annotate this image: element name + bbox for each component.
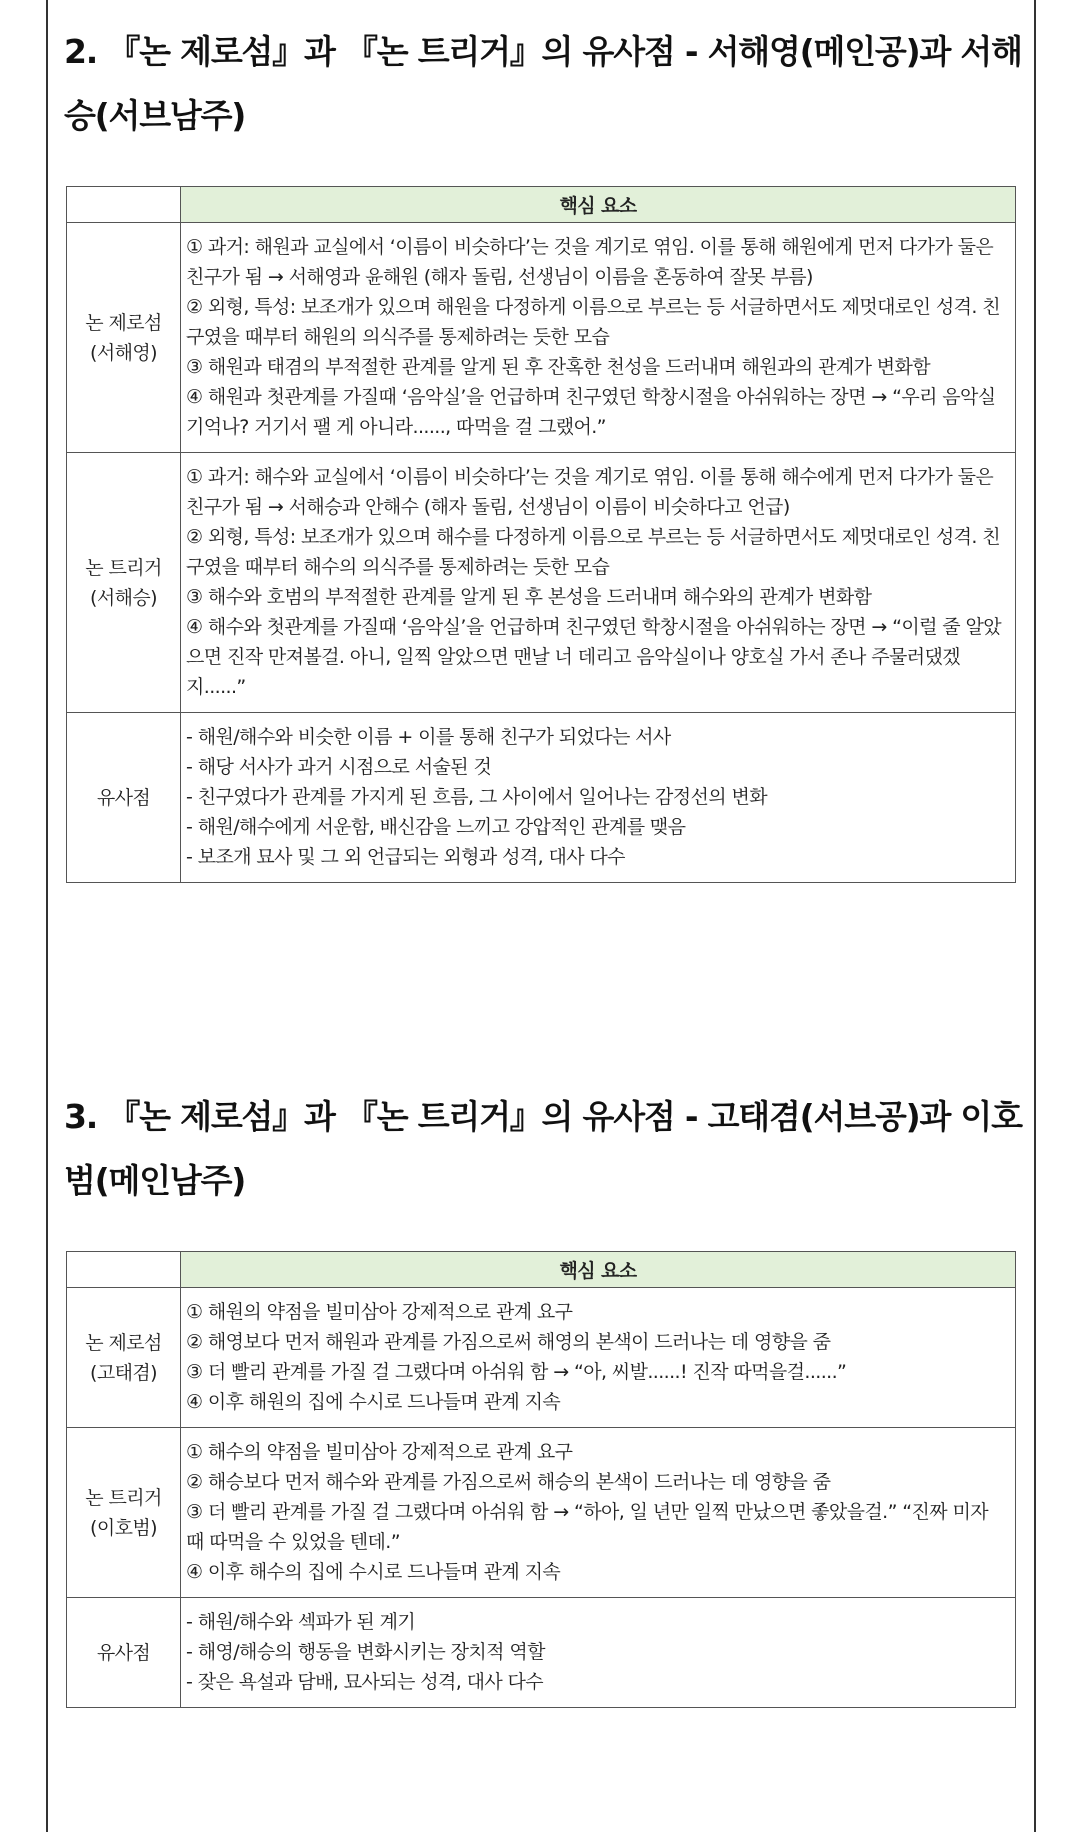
content-line: - 해당 서사가 과거 시점으로 서술된 것 [186,756,492,778]
table-row [67,453,1016,713]
content-line: ④ 해원과 첫관계를 가질때 ‘음악실’을 언급하며 친구였던 학창시절을 아쉬워하는 장면 → “우리 음악실 기억나? 거기서 팰 게 아니라......, 따먹을 걸 그랬어.” [186,386,996,438]
section-2 [64,20,1024,883]
content-line: ③ 더 빨리 관계를 가질 걸 그랬다며 아쉬워 함 → “아, 씨발......! 진작 따먹을걸......” [186,1361,847,1383]
content-line: ① 해원의 약점을 빌미삼아 강제적으로 관계 요구 [186,1301,573,1323]
row-label [67,1288,181,1428]
row-content [181,1288,1016,1428]
content-line: ① 과거: 해원과 교실에서 ‘이름이 비슷하다’는 것을 계기로 엮임. 이를 통해 해원에게 먼저 다가가 둘은 친구가 됨 → 서해영과 윤해원 (해자 돌림, 선생님이 이름을 혼동하여 잘못 부름) [186,236,994,288]
row-label [67,223,181,453]
row-label [67,1598,181,1708]
content-line: - 잦은 욕설과 담배, 묘사되는 성격, 대사 다수 [186,1671,544,1693]
row-label-line: (이호범) [90,1516,157,1539]
row-content [181,453,1016,713]
content-line: - 해원/해수와 섹파가 된 계기 [186,1611,416,1633]
row-content [181,1428,1016,1598]
row-label-line: (서해영) [90,341,157,364]
table-row [67,713,1016,883]
row-content [181,713,1016,883]
row-label-line: 논 트리거 [85,1486,162,1509]
content-line: ② 외형, 특성: 보조개가 있으며 해수를 다정하게 이름으로 부르는 등 서글하면서도 제멋대로인 성격. 친구였을 때부터 해수의 의식주를 통제하려는 듯한 모습 [186,526,1000,578]
content-line: ① 해수의 약점을 빌미삼아 강제적으로 관계 요구 [186,1441,573,1463]
row-label-line: 유사점 [96,1641,151,1664]
row-label [67,713,181,883]
comparison-table [66,186,1016,883]
table-row [67,1288,1016,1428]
content-line: - 해원/해수와 비슷한 이름 + 이를 통해 친구가 되었다는 서사 [186,726,671,748]
row-content [181,223,1016,453]
section-heading: 3. 『논 제로섬』과 『논 트리거』의 유사점 - 고태겸(서브공)과 이호범(메인남주) [64,1097,1022,1200]
row-label [67,1428,181,1598]
content-line: ③ 해원과 태겸의 부적절한 관계를 알게 된 후 잔혹한 천성을 드러내며 해원과의 관계가 변화함 [186,356,931,378]
content-line: - 해원/해수에게 서운함, 배신감을 느끼고 강압적인 관계를 맺음 [186,816,686,838]
comparison-table [66,1251,1016,1708]
content-line: ② 외형, 특성: 보조개가 있으며 해원을 다정하게 이름으로 부르는 등 서글하면서도 제멋대로인 성격. 친구였을 때부터 해원의 의식주를 통제하려는 듯한 모습 [186,296,1000,348]
content-line: ③ 더 빨리 관계를 가질 걸 그랬다며 아쉬워 함 → “하아, 일 년만 일찍 만났으면 좋았을걸.” “진짜 미자 때 따먹을 수 있었을 텐데.” [186,1501,988,1553]
row-label-line: 논 트리거 [85,556,162,579]
table-row [67,223,1016,453]
content-line: - 해영/해승의 행동을 변화시키는 장치적 역할 [186,1641,545,1663]
blank-header-cell [67,187,181,223]
table-row [67,1598,1016,1708]
row-label-line: 유사점 [96,786,151,809]
row-label [67,453,181,713]
content-line: ④ 해수와 첫관계를 가질때 ‘음악실’을 언급하며 친구였던 학창시절을 아쉬워하는 장면 → “이럴 줄 알았으면 진작 만져볼걸. 아니, 일찍 알았으면 맨날 너 데리고 음악실이나 양호실 가서 존나 주물러댔겠지......” [186,616,1001,698]
blank-header-cell [67,1252,181,1288]
content-line: - 친구였다가 관계를 가지게 된 흐름, 그 사이에서 일어나는 감정선의 변화 [186,786,767,808]
section-heading: 2. 『논 제로섬』과 『논 트리거』의 유사점 - 서해영(메인공)과 서해승(서브남주) [64,32,1022,135]
row-label-line: 논 제로섬 [85,311,162,334]
content-line: ③ 해수와 호범의 부적절한 관계를 알게 된 후 본성을 드러내며 해수와의 관계가 변화함 [186,586,872,608]
table-header-row [67,187,1016,223]
content-line: ② 해영보다 먼저 해원과 관계를 가짐으로써 해영의 본색이 드러나는 데 영향을 줌 [186,1331,831,1353]
table-header-row [67,1252,1016,1288]
row-label-line: 논 제로섬 [85,1331,162,1354]
row-label-line: (서해승) [90,586,157,609]
content-line: ④ 이후 해원의 집에 수시로 드나들며 관계 지속 [186,1391,561,1413]
content-line: ② 해승보다 먼저 해수와 관계를 가짐으로써 해승의 본색이 드러나는 데 영향을 줌 [186,1471,831,1493]
row-content [181,1598,1016,1708]
row-label-line: (고태겸) [90,1361,157,1384]
key-elements-header: 핵심 요소 [181,1252,1016,1288]
content-line: ① 과거: 해수와 교실에서 ‘이름이 비슷하다’는 것을 계기로 엮임. 이를 통해 해수에게 먼저 다가가 둘은 친구가 됨 → 서해승과 안해수 (해자 돌림, 선생님이 이름이 비슷하다고 언급) [186,466,994,518]
content-line: ④ 이후 해수의 집에 수시로 드나들며 관계 지속 [186,1561,561,1583]
content-line: - 보조개 묘사 및 그 외 언급되는 외형과 성격, 대사 다수 [186,846,625,868]
key-elements-header: 핵심 요소 [181,187,1016,223]
table-row [67,1428,1016,1598]
section-3 [64,1085,1024,1708]
